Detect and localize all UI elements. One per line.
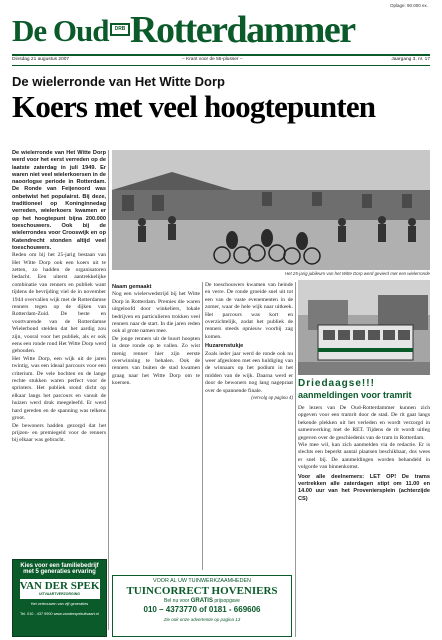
- article-paragraph: Reden om bij het 25-jarig bestaan van Het Witte Dorp ook een koers uit te zetten, zo hadden de organisatoren bedacht. Een uiterst aantrekkelijke combinatie van renners en publiek want tijdens de bevrijding viel de in november 1944 overvallen wijk met de Rotterdamse renners tegen op de dijken van Rotterdam-Zuid. De beste en voortvarende van de Rotterdamse Wielerbond stelden dat het aardig zou zijn, vooral voor het publiek, als er ook eens een ronde rond Het Witte Dorp werd gehouden.: [12, 252, 106, 355]
- date: Dinsdag 21 augustus 2007: [12, 57, 70, 62]
- subhead: Huzarenstukje: [205, 343, 244, 350]
- article-column-2: [112, 282, 200, 572]
- article-intro: De wielerronde van Het Witte Dorp werd voor het eerst verreden op de laatste zaterdag in juli 1949. Er waren niet veel wielerkoersen in de naoorlogse periode in Rotterdam. De Ronde van Feijenoord was onbetwist het populairst. Bij deze, traditioneel op Koninginnedag verreden, wielerkoers kwamen er op het hoogtepunt bijna 200.000 toeschouwers. Ook bij de wielerrondes voor Crooswijk en op Katendrecht stonden altijd veel toeschouwers.: [12, 150, 106, 251]
- ad-note: Zie ook onze advertentie op pagina 13: [163, 617, 241, 622]
- column-divider: [295, 282, 296, 637]
- edition-count: Oplage: 90.000 ex.: [389, 3, 428, 8]
- article-paragraph: Nog een wielerwedstrijd bij het Witte Dorp in Rotterdam. Premies die waren uitgeloofd door winkeliers, lokale bedrijven en particulieren trokken veel renners naar de start. In die jaren reden ook al grote namen mee.: [112, 291, 200, 335]
- article-paragraph: Het Witte Dorp, een wijk uit de jaren twintig, was een ideaal parcours voor een criterium. De vele bochten en de lange rechte stukken waren perfect voor de sprinters. Het publiek stond dicht op elkaar langs het parcours en vanuit de huizen werd druk meegeleefd. Er werd hard gereden en de spanning was telkens groot.: [12, 355, 106, 422]
- article-paragraph: Wie mee wil, kan zich aanmelden via de redactie. Er is slechts een beperkt aantal plaatsen beschikbaar, dus wees er snel bij. De aanmeldingen worden behandeld in volgorde van binnenkomst.: [298, 442, 430, 471]
- article-column-right: [298, 405, 430, 637]
- masthead-rule-bottom: [12, 65, 430, 66]
- article-paragraph: De jonge renners uit de buurt hoopten in deze ronde op te vallen. Zo wist menig renner hier zijn eerste overwinning te behalen. Ook de renners van buiten de stad kwamen graag naar het Witte Dorp om te koersen.: [112, 335, 200, 387]
- article-kicker: De wielerronde van Het Witte Dorp: [12, 74, 225, 89]
- ad-line: VOOR AL UW TUINWERKZAAMHEDEN: [153, 578, 251, 584]
- section-title: Driedaagse!!!: [298, 378, 375, 389]
- photo-cyclists: [112, 150, 430, 270]
- photo-tram: [298, 280, 430, 375]
- dateline: [12, 56, 430, 64]
- article-column-1: [12, 150, 106, 550]
- ad-tuincorrect[interactable]: [112, 575, 292, 637]
- article-column-3: [205, 282, 293, 572]
- article-paragraph: De lezers van De Oud-Rotterdammer kunnen zich opgeven voor een tramrit door de stad. De rit gaat langs bekende plekken uit het verleden en wordt verzorgd in samenwerking met de RET. Tijdens de rit wordt uitleg gegeven over de geschiedenis van de tram in Rotterdam.: [298, 405, 430, 441]
- ad-phone: 010 – 4373770 of 0181 - 669606: [143, 605, 261, 614]
- tagline: – Krant voor de 55-plusser –: [182, 57, 243, 62]
- subhead: Naam gemaakt: [112, 284, 152, 290]
- section-header: [298, 378, 430, 401]
- issue-number: Jaargang 3, nr. 17: [391, 57, 430, 62]
- ad-offer: Bel nu voor GRATIS prijsopgave: [164, 598, 240, 604]
- ad-contact: Tel. 010 - 437 9900 www.vanderspekuitvaart.nl: [20, 612, 99, 616]
- ad-slogan: Het vertrouwen van vijf generaties: [30, 602, 89, 606]
- continued-link[interactable]: (vervolg op pagina 4): [251, 396, 293, 402]
- masthead-right: Rotterdammer: [130, 9, 355, 51]
- article-headline: Koers met veel hoogtepunten: [12, 89, 376, 124]
- article-paragraph: De bewoners hadden gezorgd dat het prijzen- en premiegeld voor de renners bij elkaar was gebracht.: [12, 422, 106, 444]
- ad-line: met 5 generaties ervaring: [23, 569, 96, 575]
- ad-logo: VAN DER SPEK UITVAARTVERZORGING: [20, 579, 100, 599]
- column-divider: [202, 282, 203, 570]
- ad-line: Kies voor een familiebedrijf: [20, 563, 99, 569]
- article-paragraph: Zoals ieder jaar werd de ronde ook nu weer afgesloten met een huldiging van de winnaars op het podium in het midden van de wijk. Daarna werd er door de bewoners nog lang nagepraat over de spannende finale.: [205, 350, 293, 394]
- column-divider: [108, 150, 109, 630]
- masthead-badge: DRB: [110, 23, 130, 36]
- section-subtitle: aanmeldingen voor tramrit: [298, 390, 412, 400]
- photo-caption: Het 25-jarig jubileum van het Witte Dorp werd gevierd met een wielerronde: [284, 271, 430, 276]
- ad-company-name: TUINCORRECT HOVENIERS: [126, 585, 278, 597]
- notice-bold: Voor alle deelnemers: LET OP! De trams vertrekken alle zaterdagen stipt om 11.00 en 14.00 uur van het Proveniersplein (achterzijde CS): [298, 473, 430, 502]
- masthead-left: De Oud: [12, 13, 109, 48]
- masthead: [12, 10, 430, 52]
- ad-van-der-spek[interactable]: [12, 559, 107, 637]
- article-paragraph: De toeschouwers kwamen van heinde en verre. De ronde groeide snel uit tot een van de vaste evenementen in de zomer, waar de hele wijk naar uitkeek. Het parcours was kort en overzichtelijk, zodat het publiek de renners steeds opnieuw voorbij zag komen.: [205, 282, 293, 340]
